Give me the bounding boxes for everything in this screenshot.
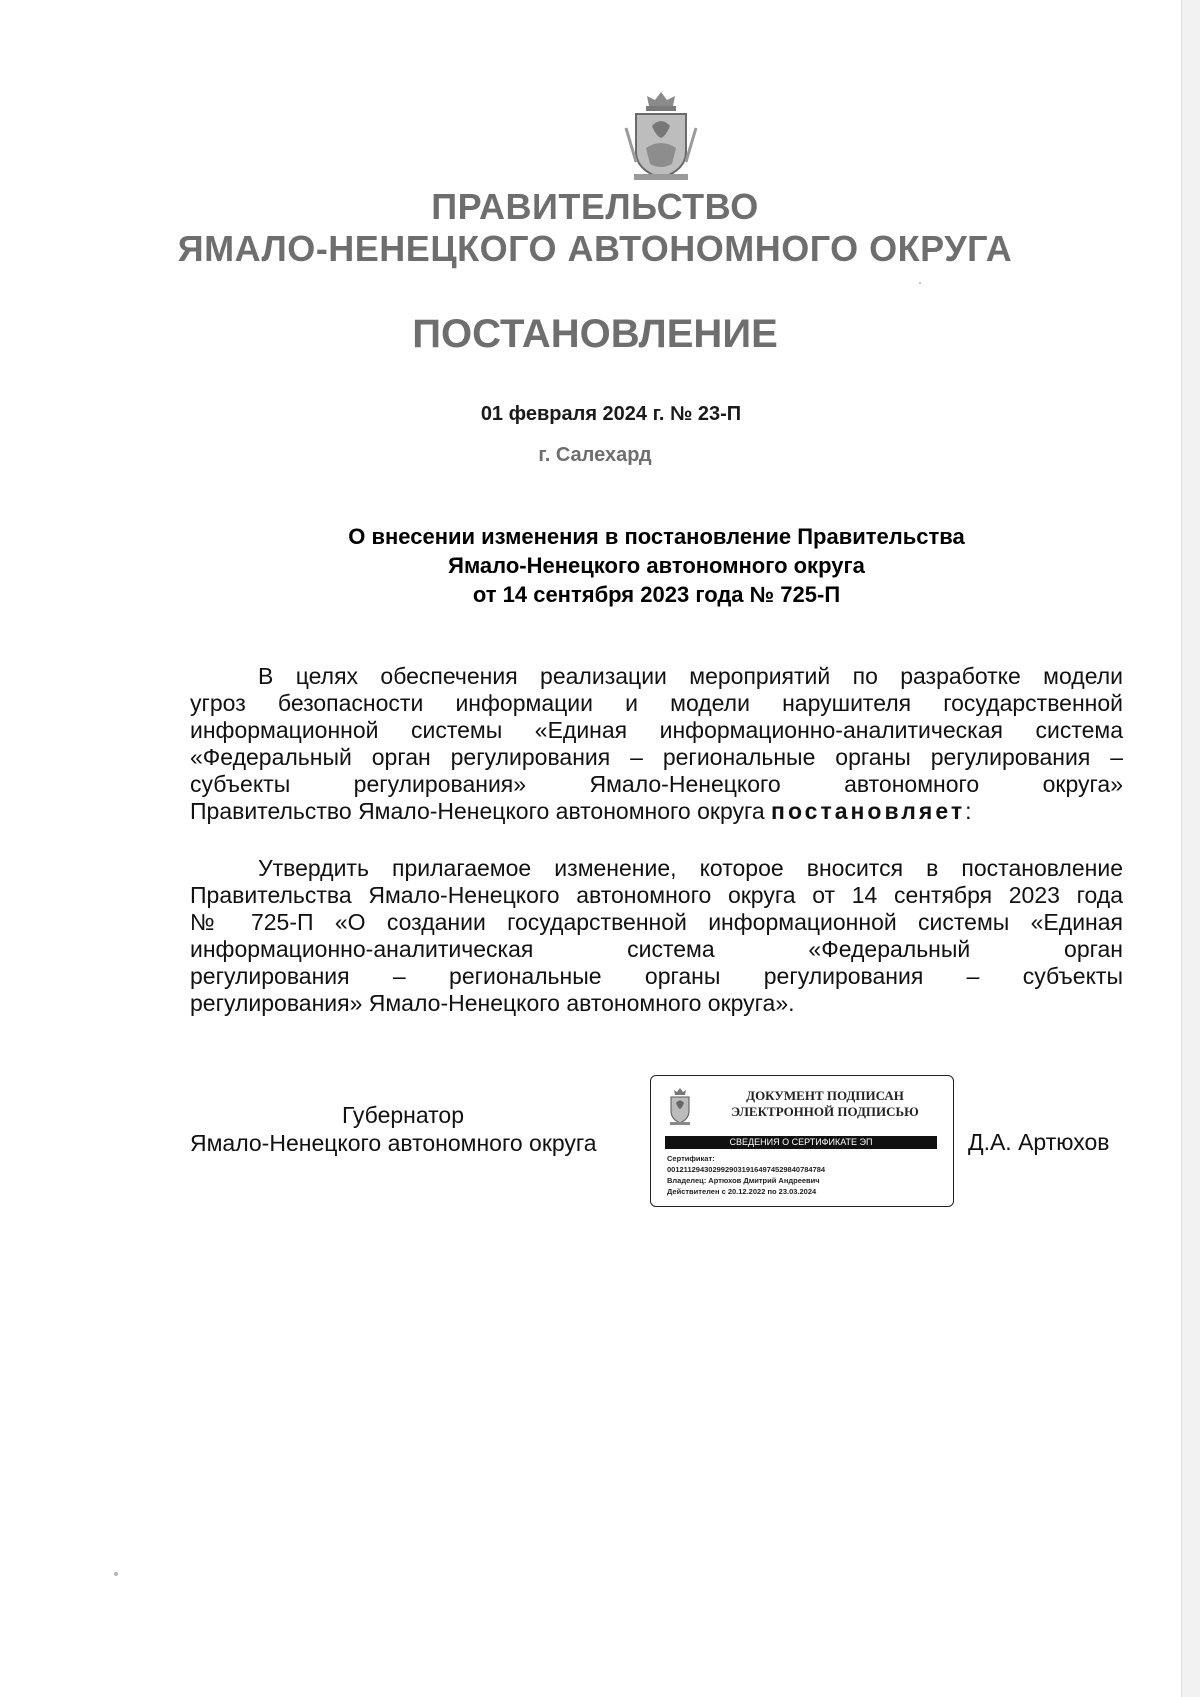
paragraph-line: регулирования – региональные органы регулирования – субъекты [190, 963, 1123, 989]
document-date-number: 01 февраля 2024 г. № 23-П [480, 403, 742, 425]
paragraph-line: Утвердить прилагаемое изменение, которое вносится в постановление [258, 855, 1123, 881]
stamp-title [709, 1088, 941, 1120]
certificate-owner: Владелец: Артюхов Дмитрий Андреевич [667, 1176, 820, 1185]
paragraph-purpose [190, 663, 1123, 825]
paragraph-text: Правительство Ямало-Ненецкого автономного округа [190, 798, 772, 824]
subject-line: О внесении изменения в постановление Правительства [348, 524, 965, 549]
paragraph-line-last [190, 798, 1123, 825]
subject-line: от 14 сентября 2023 года № 725-П [472, 582, 841, 607]
paragraph-resolution [190, 855, 1123, 1017]
certificate-number: 00121129430299290319164974529840784784 [667, 1165, 826, 1174]
paragraph-line: информационной системы «Единая информационно-аналитическая система [190, 717, 1123, 743]
government-title-line1: ПРАВИТЕЛЬСТВО [431, 186, 759, 227]
scan-speck [919, 282, 921, 284]
document-type: ПОСТАНОВЛЕНИЕ [412, 312, 778, 356]
paragraph-line: субъекты регулирования» Ямало-Ненецкого автономного округа» [190, 771, 1123, 797]
paragraph-line: № 725-П «О создании государственной информационной системы «Единая [190, 909, 1123, 935]
scan-speck [114, 1572, 118, 1576]
paragraph-line: регулирования» Ямало-Ненецкого автономного округа». [190, 990, 795, 1016]
governor-region: Ямало-Ненецкого автономного округа [190, 1130, 597, 1156]
paragraph-line: «Федеральный орган регулирования – региональные органы регулирования – [190, 744, 1123, 770]
stamp-certificate-details [667, 1153, 947, 1197]
government-title-line2: ЯМАЛО-НЕНЕЦКОГО АВТОНОМНОГО ОКРУГА [177, 228, 1013, 269]
paragraph-text: : [965, 798, 972, 824]
electronic-signature-stamp [650, 1075, 954, 1207]
governor-title [190, 1101, 640, 1157]
paragraph-line: угроз безопасности информации и модели нарушителя государственной [190, 690, 1123, 716]
resolves-emphasis: постановляет [771, 798, 966, 824]
paragraph-line: Правительства Ямало-Ненецкого автономного округа от 14 сентября 2023 года [190, 882, 1123, 908]
document-city: г. Салехард [538, 444, 652, 466]
stamp-emblem-icon [665, 1086, 695, 1126]
stamp-title-line: ЭЛЕКТРОННОЙ ПОДПИСЬЮ [731, 1104, 919, 1119]
stamp-certificate-bar: СВЕДЕНИЯ О СЕРТИФИКАТЕ ЭП [665, 1136, 937, 1149]
governor-role: Губернатор [342, 1102, 465, 1128]
document-subject [190, 522, 1123, 609]
stamp-title-line: ДОКУМЕНТ ПОДПИСАН [746, 1088, 904, 1103]
paragraph-line: В целях обеспечения реализации мероприятий по разработке модели [258, 663, 1123, 689]
certificate-validity: Действителен с 20.12.2022 по 23.03.2024 [667, 1187, 817, 1196]
coat-of-arms-icon [616, 88, 706, 184]
signer-name: Д.А. Артюхов [968, 1129, 1110, 1155]
paragraph-line: информационно-аналитическая система «Федеральный орган [190, 936, 1123, 962]
certificate-label: Сертификат: [667, 1154, 715, 1163]
subject-line: Ямало-Ненецкого автономного округа [448, 553, 865, 578]
